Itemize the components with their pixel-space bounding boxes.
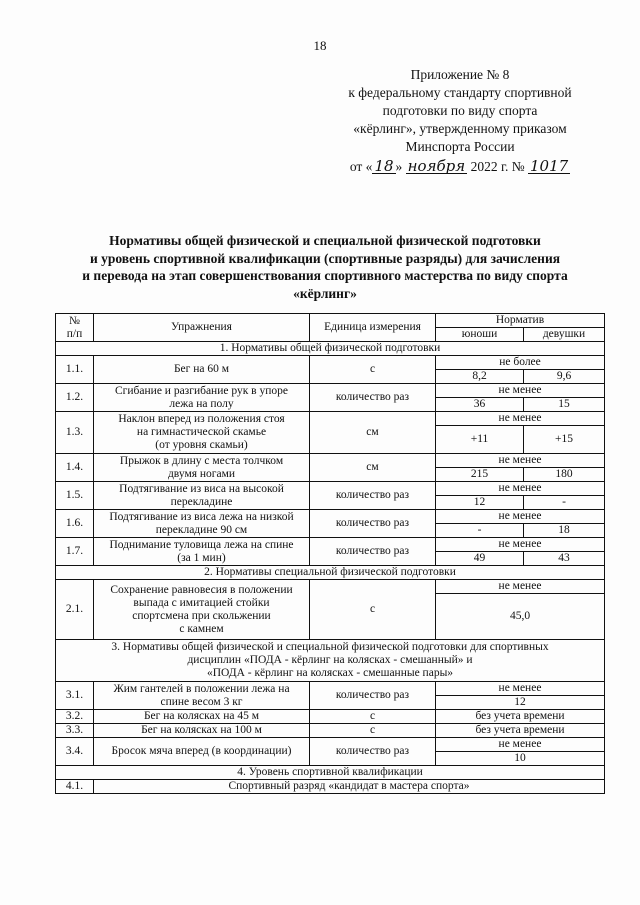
row-girls: 15 [524, 398, 605, 412]
row-no: 4.1. [56, 780, 94, 794]
row-no: 1.7. [56, 538, 94, 566]
appendix-line: «кёрлинг», утвержденному приказом [353, 121, 567, 136]
table-row [56, 682, 605, 696]
row-unit: количество раз [310, 738, 436, 766]
row-condition: не менее [436, 384, 605, 398]
row-value: без учета времени [436, 710, 605, 724]
appendix-line: подготовки по виду спорта [382, 103, 538, 118]
row-condition: не менее [436, 454, 605, 468]
row-value: без учета времени [436, 724, 605, 738]
table-row [56, 482, 605, 496]
date-year: 2022 г. № [470, 159, 525, 174]
row-condition: не менее [436, 412, 605, 426]
appendix-line: Минспорта России [405, 139, 515, 154]
section-row [56, 566, 605, 580]
date-day-handwritten: 18 [374, 157, 394, 175]
table-row [56, 356, 605, 370]
row-boys: 49 [436, 552, 524, 566]
row-exercise: Бег на колясках на 45 м [94, 710, 310, 724]
row-no: 2.1. [56, 580, 94, 640]
row-exercise: Поднимание туловища лежа на спине (за 1 мин) [94, 538, 310, 566]
header-norm: Норматив [436, 314, 605, 328]
row-value: 12 [436, 696, 605, 710]
appendix-header [310, 66, 610, 176]
row-girls: 180 [524, 468, 605, 482]
row-unit: с [310, 580, 436, 640]
date-mid: » [395, 159, 403, 174]
row-boys: 215 [436, 468, 524, 482]
row-no: 1.1. [56, 356, 94, 384]
title-line: «кёрлинг» [293, 285, 357, 301]
row-exercise: Сохранение равновесия в положении выпада с имитацией стойки спортсмена при скольжении с камнем [94, 580, 310, 640]
row-girls: 43 [524, 552, 605, 566]
row-unit: количество раз [310, 510, 436, 538]
row-unit: количество раз [310, 538, 436, 566]
row-unit: количество раз [310, 384, 436, 412]
row-no: 1.6. [56, 510, 94, 538]
table-row [56, 510, 605, 524]
header-no: № п/п [56, 314, 94, 342]
row-unit: см [310, 454, 436, 482]
row-exercise: Наклон вперед из положения стоя на гимнастической скамье (от уровня скамьи) [94, 412, 310, 454]
table-row [56, 724, 605, 738]
section-title: 4. Уровень спортивной квалификации [56, 766, 605, 780]
row-unit: количество раз [310, 682, 436, 710]
header-unit: Единица измерения [310, 314, 436, 342]
row-no: 1.4. [56, 454, 94, 482]
row-exercise: Бросок мяча вперед (в координации) [94, 738, 310, 766]
title-line: Нормативы общей физической и специальной физической подготовки [109, 233, 541, 248]
row-no: 3.3. [56, 724, 94, 738]
document-title [20, 232, 630, 302]
row-condition: не менее [436, 538, 605, 552]
row-unit: с [310, 710, 436, 724]
row-girls: 18 [524, 524, 605, 538]
section-title: 1. Нормативы общей физической подготовки [56, 342, 605, 356]
row-condition: не менее [436, 510, 605, 524]
row-exercise: Подтягивание из виса лежа на низкой перекладине 90 см [94, 510, 310, 538]
table-row [56, 454, 605, 468]
row-girls: +15 [524, 426, 605, 454]
row-boys: +11 [436, 426, 524, 454]
section-row [56, 342, 605, 356]
row-condition: не менее [436, 738, 605, 752]
title-line: и перевода на этап совершенствования спортивного мастерства по виду спорта [82, 268, 568, 283]
appendix-line: Приложение № 8 [410, 67, 510, 82]
row-unit: см [310, 412, 436, 454]
section-row [56, 640, 605, 682]
row-boys: 8,2 [436, 370, 524, 384]
row-girls: - [524, 496, 605, 510]
date-month-handwritten: ноября [407, 157, 466, 175]
header-boys: юноши [436, 328, 524, 342]
table-row [56, 538, 605, 552]
row-value: 10 [436, 752, 605, 766]
norms-table [55, 313, 605, 794]
row-boys: 36 [436, 398, 524, 412]
row-unit: с [310, 356, 436, 384]
row-no: 3.4. [56, 738, 94, 766]
appendix-line: к федеральному стандарту спортивной [348, 85, 572, 100]
section-title: 2. Нормативы специальной физической подготовки [56, 566, 605, 580]
row-no: 1.5. [56, 482, 94, 510]
row-exercise: Бег на колясках на 100 м [94, 724, 310, 738]
row-no: 1.3. [56, 412, 94, 454]
table-row [56, 384, 605, 398]
header-exercise: Упражнения [94, 314, 310, 342]
row-condition: не менее [436, 482, 605, 496]
row-boys: - [436, 524, 524, 538]
table-row [56, 412, 605, 426]
row-exercise: Бег на 60 м [94, 356, 310, 384]
row-condition: не более [436, 356, 605, 370]
row-value: 45,0 [436, 594, 605, 640]
table-row [56, 738, 605, 752]
row-girls: 9,6 [524, 370, 605, 384]
table-row [56, 780, 605, 794]
order-number-handwritten: 1017 [529, 157, 569, 175]
appendix-date-line [310, 158, 610, 176]
row-no: 3.2. [56, 710, 94, 724]
date-prefix: от « [349, 159, 373, 174]
row-text: Спортивный разряд «кандидат в мастера спорта» [94, 780, 605, 794]
header-girls: девушки [524, 328, 605, 342]
row-boys: 12 [436, 496, 524, 510]
row-unit: с [310, 724, 436, 738]
row-condition: не менее [436, 580, 605, 594]
row-no: 3.1. [56, 682, 94, 710]
title-line: и уровень спортивной квалификации (спортивные разряды) для зачисления [89, 250, 561, 266]
section-row [56, 766, 605, 780]
page-number: 18 [313, 38, 327, 53]
row-unit: количество раз [310, 482, 436, 510]
table-row [56, 710, 605, 724]
row-exercise: Прыжок в длину с места толчком двумя ногами [94, 454, 310, 482]
row-condition: не менее [436, 682, 605, 696]
row-exercise: Жим гантелей в положении лежа на спине весом 3 кг [94, 682, 310, 710]
row-exercise: Подтягивание из виса на высокой перекладине [94, 482, 310, 510]
section-title: 3. Нормативы общей физической и специальной физической подготовки для спортивных дисциплин «ПОДА - кёрлинг на колясках - смешанный» и «ПОДА - кёрлинг на колясках - смешанные пары» [56, 640, 605, 682]
table-header-row [56, 314, 605, 328]
table-row [56, 580, 605, 594]
row-exercise: Сгибание и разгибание рук в упоре лежа на полу [94, 384, 310, 412]
row-no: 1.2. [56, 384, 94, 412]
